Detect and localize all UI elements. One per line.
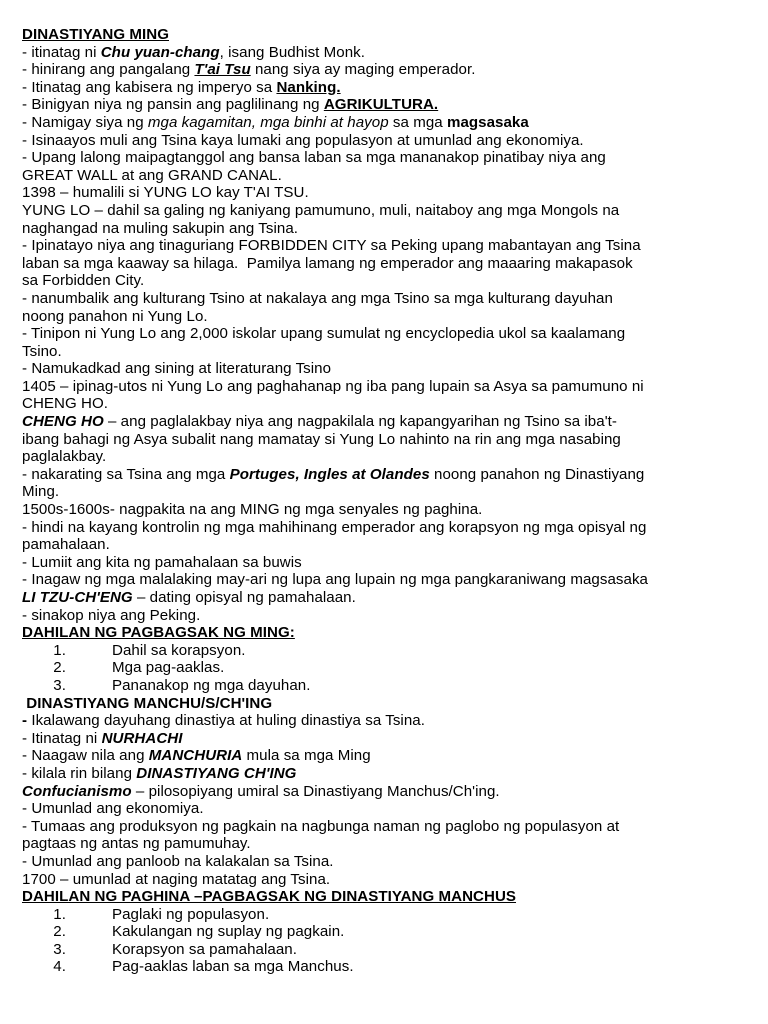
text-line: LI TZU-CH'ENG – dating opisyal ng pamahalaan. xyxy=(22,589,356,606)
text-line: - sinakop niya ang Peking. xyxy=(22,606,201,624)
text-line: pamahalaan. xyxy=(22,536,110,554)
list-item: 3. Korapsyon sa pamahalaan. xyxy=(53,940,297,958)
text-line: - hindi na kayang kontrolin ng mga mahihinang emperador ang korapsyon ng mga opisyal ng xyxy=(22,518,647,536)
text-line: Ming. xyxy=(22,483,60,501)
text-line: - Binigyan niya ng pansin ang paglilinang ng AGRIKULTURA. xyxy=(22,96,439,114)
list-item: 2. Mga pag-aaklas. xyxy=(53,659,225,677)
text-line: Confucianismo – pilosopiyang umiral sa Dinastiyang Manchus/Ch'ing. xyxy=(22,782,500,800)
text-line: CHENG HO. xyxy=(22,395,108,413)
list-item: 4. Pag-aaklas laban sa mga Manchus. xyxy=(53,958,354,976)
text-line: laban sa mga kaaway sa hilaga. Pamilya lamang ng emperador ang maaaring makapasok xyxy=(22,254,633,272)
text-line: - Umunlad ang panloob na kalakalan sa Tsina. xyxy=(22,852,334,870)
heading-dahilan-pagbagsak-ming: DAHILAN NG PAGBAGSAK NG MING: xyxy=(22,624,295,642)
text-line: - itinatag ni Chu yuan-chang, isang Budhist Monk. xyxy=(22,43,366,61)
numbered-list-pagbagsak-ming xyxy=(22,642,748,695)
text-line: ibang bahagi ng Asya subalit nang mamatay si Yung Lo nahinto na rin ang mga nasabing xyxy=(22,430,621,448)
text-line: sa Forbidden City. xyxy=(22,272,145,290)
text-line: - nanumbalik ang kulturang Tsino at nakalaya ang mga Tsino sa mga kulturang dayuhan xyxy=(22,289,613,307)
text-line: pagtaas ng antas ng pamumuhay. xyxy=(22,835,251,853)
heading-dinastiyang-ming: DINASTIYANG MING xyxy=(22,26,169,43)
text-line: noong panahon ni Yung Lo. xyxy=(22,307,208,325)
text-line: - hinirang ang pangalang T'ai Tsu nang siya ay maging emperador. xyxy=(22,61,476,79)
text-line: 1398 – humalili si YUNG LO kay T'AI TSU. xyxy=(22,184,309,202)
text-line: 1405 – ipinag-utos ni Yung Lo ang paghahanap ng iba pang lupain sa Asya sa pamumuno ni xyxy=(22,377,644,395)
list-item: 1. Paglaki ng populasyon. xyxy=(53,905,270,923)
text-line: GREAT WALL at ang GRAND CANAL. xyxy=(22,166,282,184)
text-line: - Itinatag ang kabisera ng imperyo sa Nanking. xyxy=(22,78,341,96)
text-line: - Ipinatayo niya ang tinaguriang FORBIDDEN CITY sa Peking upang mabantayan ang Tsina xyxy=(22,237,641,255)
text-line: - Isinaayos muli ang Tsina kaya lumaki ang populasyon at umunlad ang ekonomiya. xyxy=(22,131,584,149)
text-line: - Ikalawang dayuhang dinastiya at huling dinastiya sa Tsina. xyxy=(22,712,425,730)
text-line: - Namukadkad ang sining at literaturang Tsino xyxy=(22,360,332,378)
text-line: - Tinipon ni Yung Lo ang 2,000 iskolar upang sumulat ng encyclopedia ukol sa kaalamang xyxy=(22,325,626,343)
text-line: YUNG LO – dahil sa galing ng kaniyang pamumuno, muli, naitaboy ang mga Mongols na xyxy=(22,201,620,219)
text-line: - nakarating sa Tsina ang mga Portuges, Ingles at Olandes noong panahon ng Dinastiyang xyxy=(22,465,645,483)
text-line: - kilala rin bilang DINASTIYANG CH'ING xyxy=(22,764,297,782)
text-line: - Lumiit ang kita ng pamahalaan sa buwis xyxy=(22,553,302,571)
text-line: - Inagaw ng mga malalaking may-ari ng lupa ang lupain ng mga pangkaraniwang magsasaka xyxy=(22,571,648,589)
list-item: 3. Pananakop ng mga dayuhan. xyxy=(53,676,311,694)
list-item: 1. Dahil sa korapsyon. xyxy=(53,641,246,659)
text-line: paglalakbay. xyxy=(22,448,107,466)
text-line: - Upang lalong maipagtanggol ang bansa laban sa mga mananakop pinatibay niya ang xyxy=(22,149,606,167)
list-item: 2. Kakulangan ng suplay ng pagkain. xyxy=(53,923,345,941)
text-line: - Umunlad ang ekonomiya. xyxy=(22,800,204,818)
text-line: 1500s-1600s- nagpakita na ang MING ng mga senyales ng paghina. xyxy=(22,501,483,519)
heading-dinastiyang-manchu: DINASTIYANG MANCHU/S/CH'ING xyxy=(22,694,273,712)
text-line: 1700 – umunlad at naging matatag ang Tsina. xyxy=(22,870,331,888)
text-line: naghangad na muling sakupin ang Tsina. xyxy=(22,219,299,237)
numbered-list-paghina-manchus xyxy=(22,906,748,976)
text-line: Tsino. xyxy=(22,342,62,360)
text-line: - Itinatag ni NURHACHI xyxy=(22,729,183,747)
text-line: CHENG HO – ang paglalakbay niya ang nagpakilala ng kapangyarihan ng Tsino sa iba't- xyxy=(22,413,617,431)
text-line: - Namigay siya ng mga kagamitan, mga binhi at hayop sa mga magsasaka xyxy=(22,113,529,131)
text-line: - Tumaas ang produksyon ng pagkain na nagbunga naman ng paglobo ng populasyon at xyxy=(22,817,620,835)
text-line: - Naagaw nila ang MANCHURIA mula sa mga Ming xyxy=(22,747,371,765)
heading-dahilan-paghina-manchus: DAHILAN NG PAGHINA –PAGBAGSAK NG DINASTIYANG MANCHUS xyxy=(22,888,517,906)
